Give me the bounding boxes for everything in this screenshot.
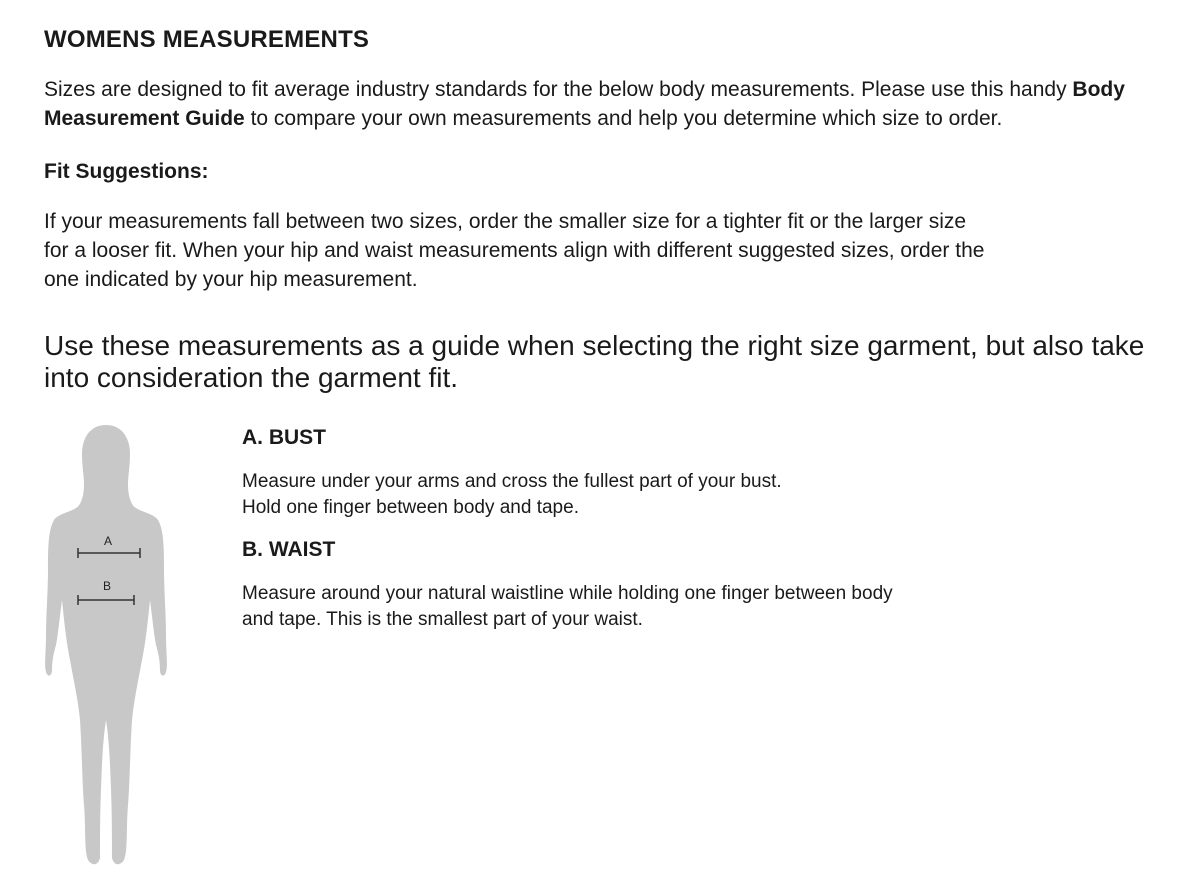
- marker-b: B: [102, 579, 112, 593]
- silhouette: [45, 425, 167, 864]
- bust-description: [242, 469, 1002, 521]
- page-title: WOMENS MEASUREMENTS: [44, 26, 370, 53]
- bust-line: Hold one finger between body and tape.: [242, 497, 579, 518]
- marker-a: A: [103, 534, 113, 548]
- intro-text: Sizes are designed to fit average industry standards for the below body measurements. Please use this handy: [44, 78, 1073, 101]
- body-silhouette-figure: [36, 420, 176, 875]
- fit-line: for a looser fit. When your hip and waist measurements align with different suggested sizes, order the: [44, 239, 985, 262]
- fit-suggestions-text: [44, 207, 1044, 294]
- guide-statement: Use these measurements as a guide when selecting the right size garment, but also take into consideration the garment fit.: [44, 330, 1145, 393]
- waist-line: and tape. This is the smallest part of your waist.: [242, 609, 643, 630]
- intro-paragraph: [44, 75, 1164, 133]
- fit-line: one indicated by your hip measurement.: [44, 268, 418, 291]
- waist-line: Measure around your natural waistline while holding one finger between body: [242, 583, 893, 604]
- waist-description: [242, 581, 1002, 633]
- body-measurement-guide-label: Body Measurement Guide: [44, 78, 1125, 130]
- intro-text-continued: to compare your own measurements and help you determine which size to order.: [244, 107, 1003, 130]
- fit-line: If your measurements fall between two sizes, order the smaller size for a tighter fit or the larger size: [44, 210, 967, 233]
- fit-suggestions-title: Fit Suggestions:: [44, 160, 209, 183]
- bust-title: A. BUST: [242, 426, 326, 449]
- waist-title: B. WAIST: [242, 538, 336, 561]
- bust-line: Measure under your arms and cross the fullest part of your bust.: [242, 471, 782, 492]
